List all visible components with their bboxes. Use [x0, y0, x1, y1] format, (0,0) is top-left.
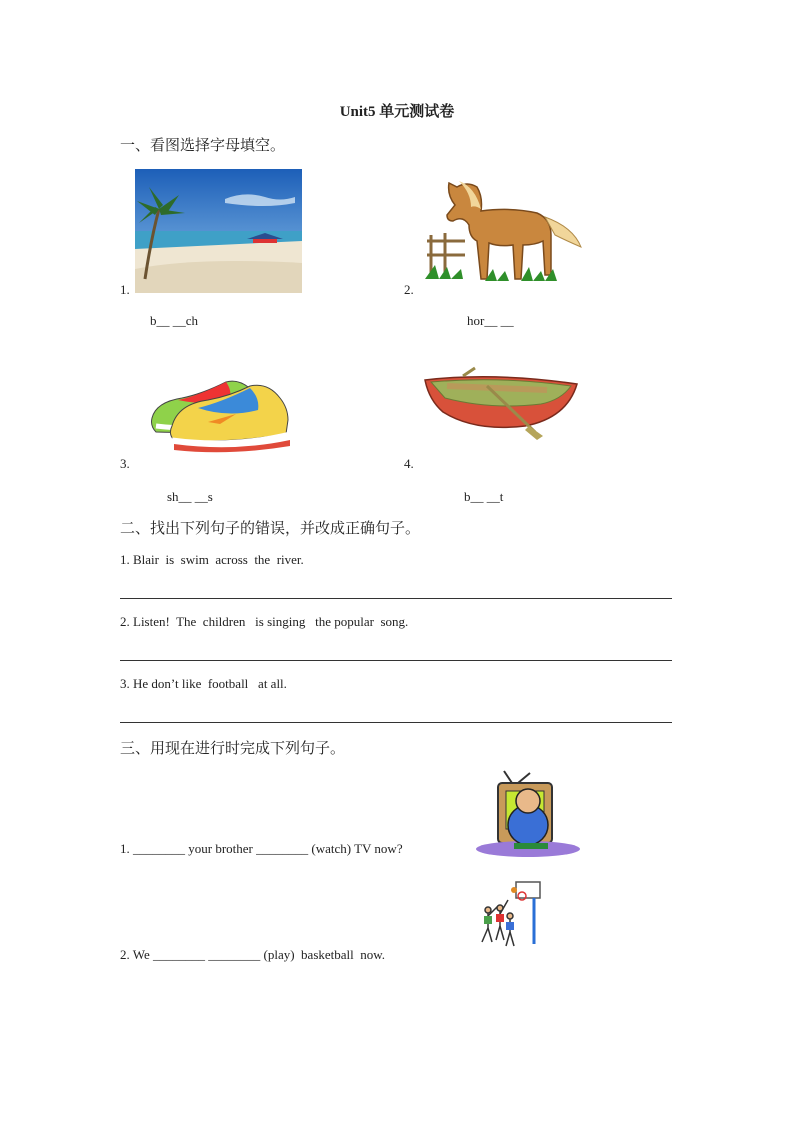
item-2-number: 2.: [404, 282, 414, 297]
error-sentence-3: 3. He don’t like football at all.: [120, 676, 287, 691]
item-4-number: 4.: [404, 456, 414, 471]
item-3-blank: sh__ __s: [167, 489, 213, 504]
answer-line-2[interactable]: [120, 660, 672, 661]
tense-sentence-1: 1. ________ your brother ________ (watch) TV now?: [120, 841, 403, 856]
answer-line-3[interactable]: [120, 722, 672, 723]
error-sentence-2: 2. Listen! The children is singing the popular song.: [120, 614, 409, 629]
item-3-number: 3.: [120, 456, 130, 471]
boat-image: [417, 346, 583, 466]
answer-line-1[interactable]: [120, 598, 672, 599]
beach-image: [135, 169, 302, 293]
section-1-heading: 一、看图选择字母填空。: [120, 138, 286, 154]
page-title: Unit5 单元测试卷: [339, 104, 455, 120]
item-2-blank: hor__ __: [467, 313, 514, 328]
shoes-image: [148, 378, 293, 453]
basketball-image: [474, 880, 544, 952]
tense-sentence-2: 2. We ________ ________ (play) basketball now.: [120, 947, 386, 962]
item-1-blank: b__ __ch: [150, 313, 199, 328]
horse-image: [425, 175, 585, 287]
section-3-heading: 三、用现在进行时完成下列句子。: [120, 741, 346, 757]
item-4-blank: b__ __t: [464, 489, 504, 504]
error-sentence-1: 1. Blair is swim across the river.: [120, 552, 304, 567]
tv-watching-image: [474, 769, 582, 857]
section-2-heading: 二、找出下列句子的错误，并改成正确句子。: [120, 521, 421, 537]
item-1-number: 1.: [120, 282, 130, 297]
